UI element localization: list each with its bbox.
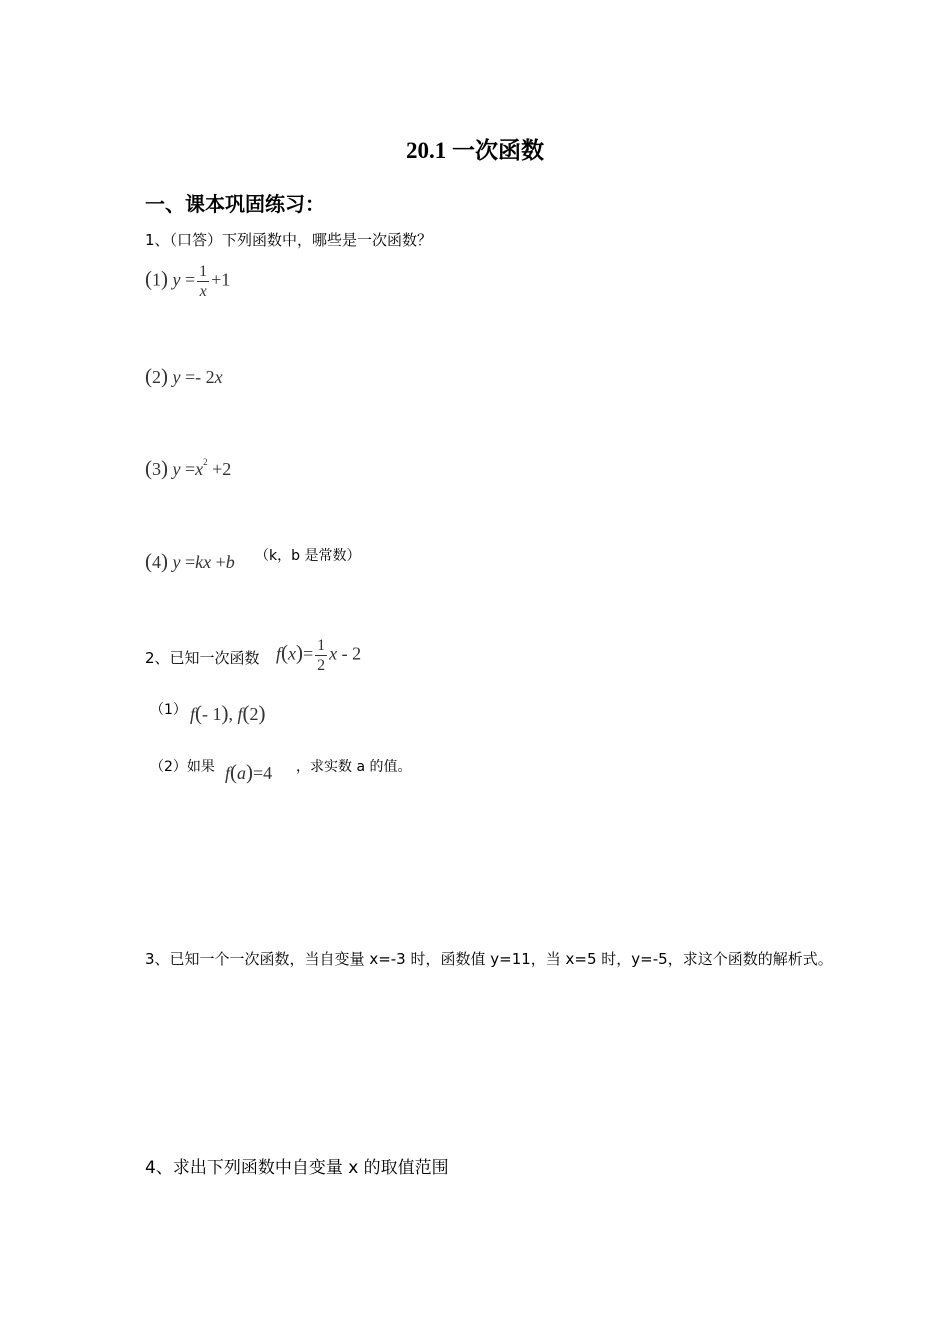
fraction-1-over-2: $\frac{1}{2}$ bbox=[317, 637, 326, 674]
question-3-prompt: 3、已知一个一次函数，当自变量 x=-3 时，函数值 y=11，当 x=5 时，y=-5，求这个函数的解析式。 bbox=[145, 950, 833, 968]
q2-part-2-expr: f(a)=4 bbox=[225, 760, 273, 784]
q1-item-2: (2) y =- 2x bbox=[145, 364, 223, 388]
question-2-prompt: 2、已知一次函数 bbox=[145, 649, 260, 667]
q2-part-2-label: （2）如果 bbox=[150, 759, 215, 775]
page-title: 20.1 一次函数 bbox=[406, 138, 544, 163]
q1-item-4-note: （k，b 是常数） bbox=[255, 548, 361, 564]
q2-part-1-label: （1） bbox=[150, 702, 187, 718]
q2-function-expr: f(x)= $\frac{1}{2}$ x - 2 bbox=[276, 637, 362, 674]
q2-part-1-expr: f(- 1), f(2) bbox=[190, 701, 266, 725]
question-4-prompt: 4、求出下列函数中自变量 x 的取值范围 bbox=[145, 1158, 449, 1178]
question-1-prompt: 1、（口答）下列函数中，哪些是一次函数？ bbox=[145, 231, 433, 249]
section-heading: 一、课本巩固练习： bbox=[145, 192, 325, 216]
q1-item-1: (1) y = $\frac{1}{x}$ +1 bbox=[145, 263, 231, 300]
q1-item-3: (3) $y =x^2 +2$ bbox=[145, 456, 232, 480]
fraction-1-over-x: $\frac{1}{x}$ bbox=[199, 263, 208, 300]
q1-item-4: (4) y =kx +b bbox=[145, 549, 235, 573]
q2-part-2-suffix: ，求实数 a 的值。 bbox=[296, 759, 412, 775]
